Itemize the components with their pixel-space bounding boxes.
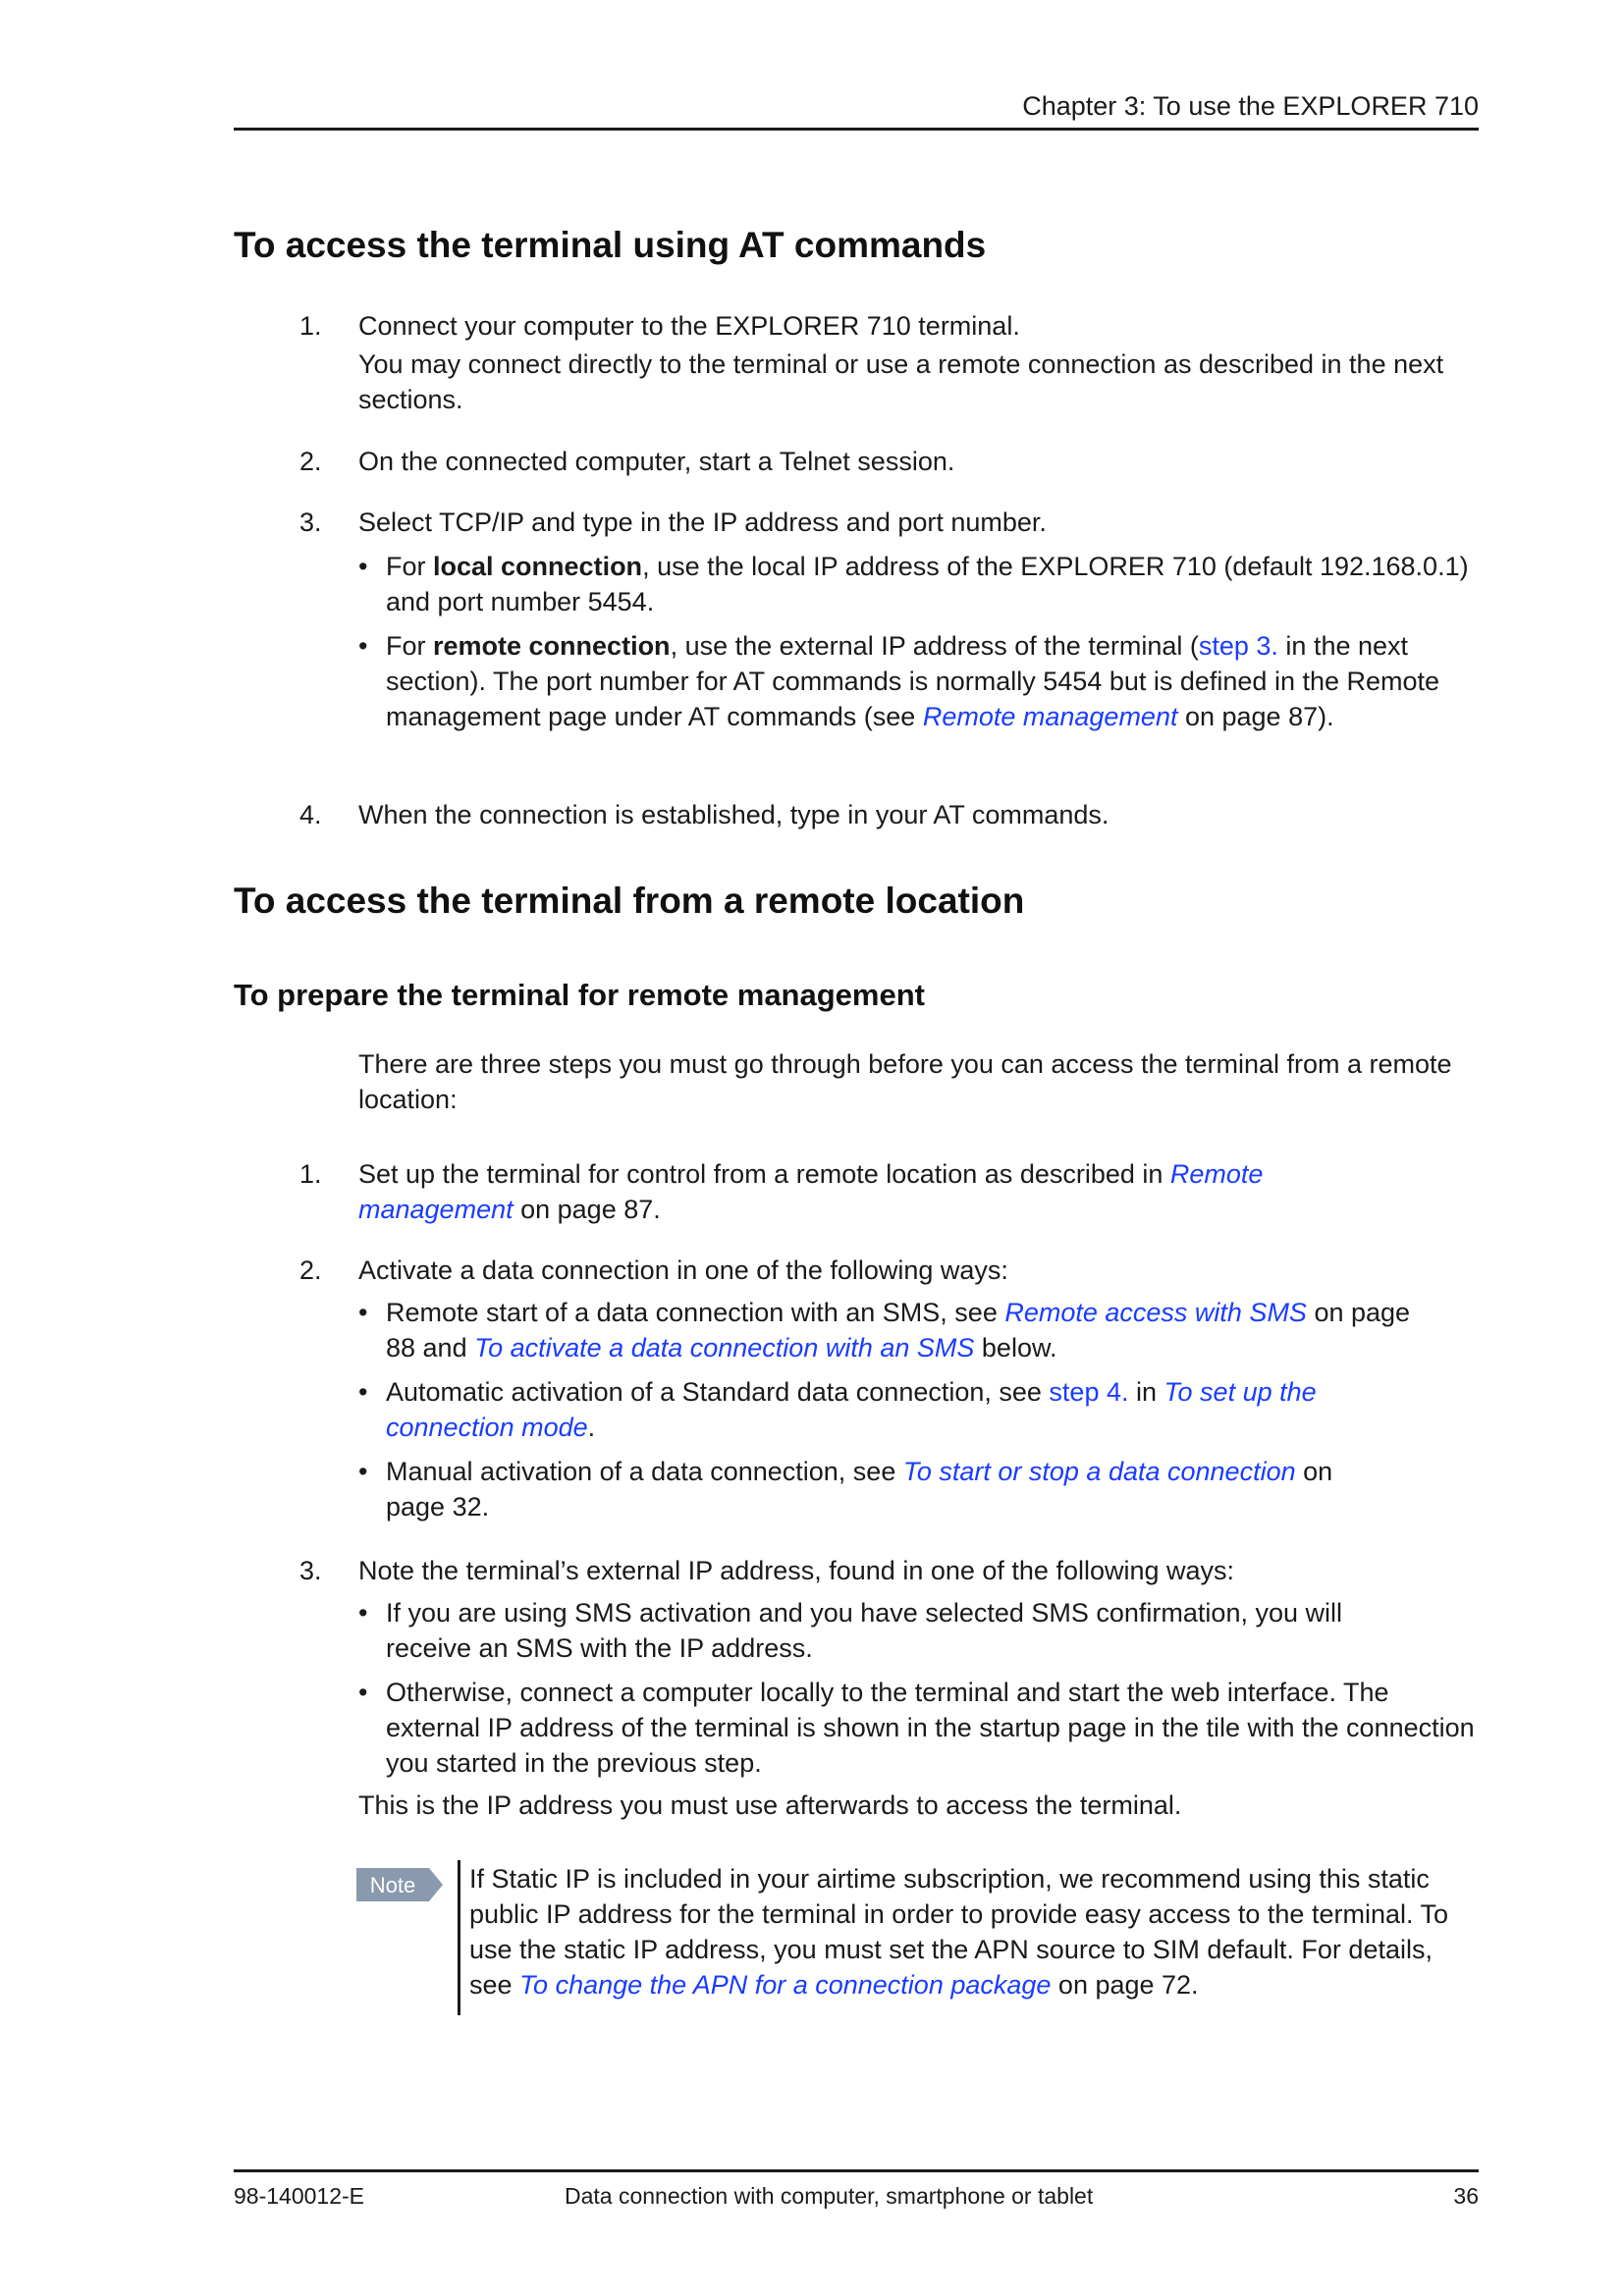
- note-rule: [458, 1860, 460, 2015]
- link-step-4[interactable]: step 4.: [1049, 1377, 1129, 1407]
- step-number: 3.: [299, 507, 322, 537]
- step-3: [299, 505, 1478, 734]
- link-remote-management[interactable]: Remote management: [358, 1159, 1264, 1224]
- section-title-remote-location: To access the terminal from a remote location: [234, 881, 1025, 921]
- link-change-apn[interactable]: To change the APN for a connection package: [519, 1970, 1052, 2000]
- header-rule: [234, 128, 1479, 131]
- bullet-manual-activation: • Manual activation of a data connection, see To start or stop a data connection on page 32.: [358, 1454, 1387, 1524]
- step-2: [299, 444, 1478, 479]
- step-text: Activate a data connection in one of the following ways:: [358, 1255, 1008, 1285]
- subsection-title-prepare: To prepare the terminal for remote management: [234, 978, 925, 1012]
- step-text: On the connected computer, start a Telnet session.: [358, 447, 955, 476]
- intro-paragraph: There are three steps you must go through before you can access the terminal from a remote location:: [358, 1049, 1452, 1114]
- step-text: Select TCP/IP and type in the IP address and port number.: [358, 507, 1047, 537]
- footer-page-number: 36: [1453, 2183, 1479, 2209]
- step-number: 2.: [299, 1255, 322, 1285]
- step-number: 2.: [299, 447, 322, 476]
- bullet-local-connection: • For local connection, use the local IP address of the EXPLORER 710 (default 192.168.0.1) and port number 5454.: [358, 549, 1478, 619]
- step-number: 3.: [299, 1556, 322, 1585]
- remote-step-2: [299, 1253, 1478, 1524]
- footer-doc-number: 98-140012-E: [234, 2183, 364, 2209]
- link-activate-data-connection-sms[interactable]: To activate a data connection with an SMS: [474, 1333, 975, 1362]
- link-set-up-connection-mode[interactable]: To set up the connection mode: [386, 1377, 1317, 1442]
- note-text: If Static IP is included in your airtime subscription, we recommend using this static public IP address for the terminal in order to provide easy access to the terminal. To use the static IP address, you must set the APN source to SIM default. For details, see To change the APN for a connection package on page 72.: [469, 1864, 1449, 2000]
- step-number: 1.: [299, 311, 322, 341]
- link-step-3[interactable]: step 3.: [1198, 631, 1278, 661]
- step-1: [299, 308, 1478, 417]
- link-start-stop-data-connection[interactable]: To start or stop a data connection: [902, 1457, 1296, 1486]
- bullet-sms-activation: • If you are using SMS activation and you have selected SMS confirmation, you will receive an SMS with the IP address.: [358, 1595, 1407, 1666]
- step-after-text: This is the IP address you must use afterwards to access the terminal.: [358, 1790, 1182, 1820]
- bullet-automatic-activation: • Automatic activation of a Standard data connection, see step 4. in To set up the connection mode.: [358, 1374, 1387, 1445]
- bullet-connect-locally: • Otherwise, connect a computer locally to the terminal and start the web interface. The external IP address of the terminal is shown in the startup page in the tile with the connection you started in the previous step.: [358, 1675, 1478, 1781]
- bullet-remote-connection: • For remote connection, use the external IP address of the terminal (step 3. in the next section). The port number for AT commands is normally 5454 but is defined in the Remote management page under AT commands (see Remote management on page 87).: [358, 628, 1478, 734]
- footer-rule: [234, 2169, 1479, 2172]
- term-local-connection: local connection: [433, 552, 643, 581]
- step-subtext: You may connect directly to the terminal or use a remote connection as described in the next sections.: [358, 349, 1444, 414]
- link-remote-access-sms[interactable]: Remote access with SMS: [1004, 1298, 1307, 1327]
- step-text: When the connection is established, type in your AT commands.: [358, 800, 1109, 829]
- step-number: 4.: [299, 800, 322, 829]
- remote-step-1: 1. Set up the terminal for control from a remote location as described in Remote management on page 87.: [358, 1156, 1478, 1227]
- link-remote-management[interactable]: Remote management: [922, 702, 1178, 731]
- step-number: 1.: [299, 1159, 322, 1189]
- footer-title: Data connection with computer, smartphone or tablet: [565, 2183, 1094, 2209]
- bullet-remote-start-sms: • Remote start of a data connection with an SMS, see Remote access with SMS on page 88 and To activate a data connection with an SMS below.: [358, 1295, 1427, 1365]
- remote-step-3: [299, 1553, 1478, 1823]
- term-remote-connection: remote connection: [433, 631, 671, 661]
- section-title-at-commands: To access the terminal using AT commands: [234, 225, 987, 265]
- step-4: [299, 797, 1478, 832]
- note-label: Note: [369, 1873, 416, 1897]
- note-label-badge: [356, 1868, 443, 1901]
- running-head: Chapter 3: To use the EXPLORER 710: [1022, 91, 1479, 121]
- step-text: Note the terminal’s external IP address, found in one of the following ways:: [358, 1556, 1235, 1585]
- step-text: Connect your computer to the EXPLORER 710 terminal.: [358, 311, 1020, 341]
